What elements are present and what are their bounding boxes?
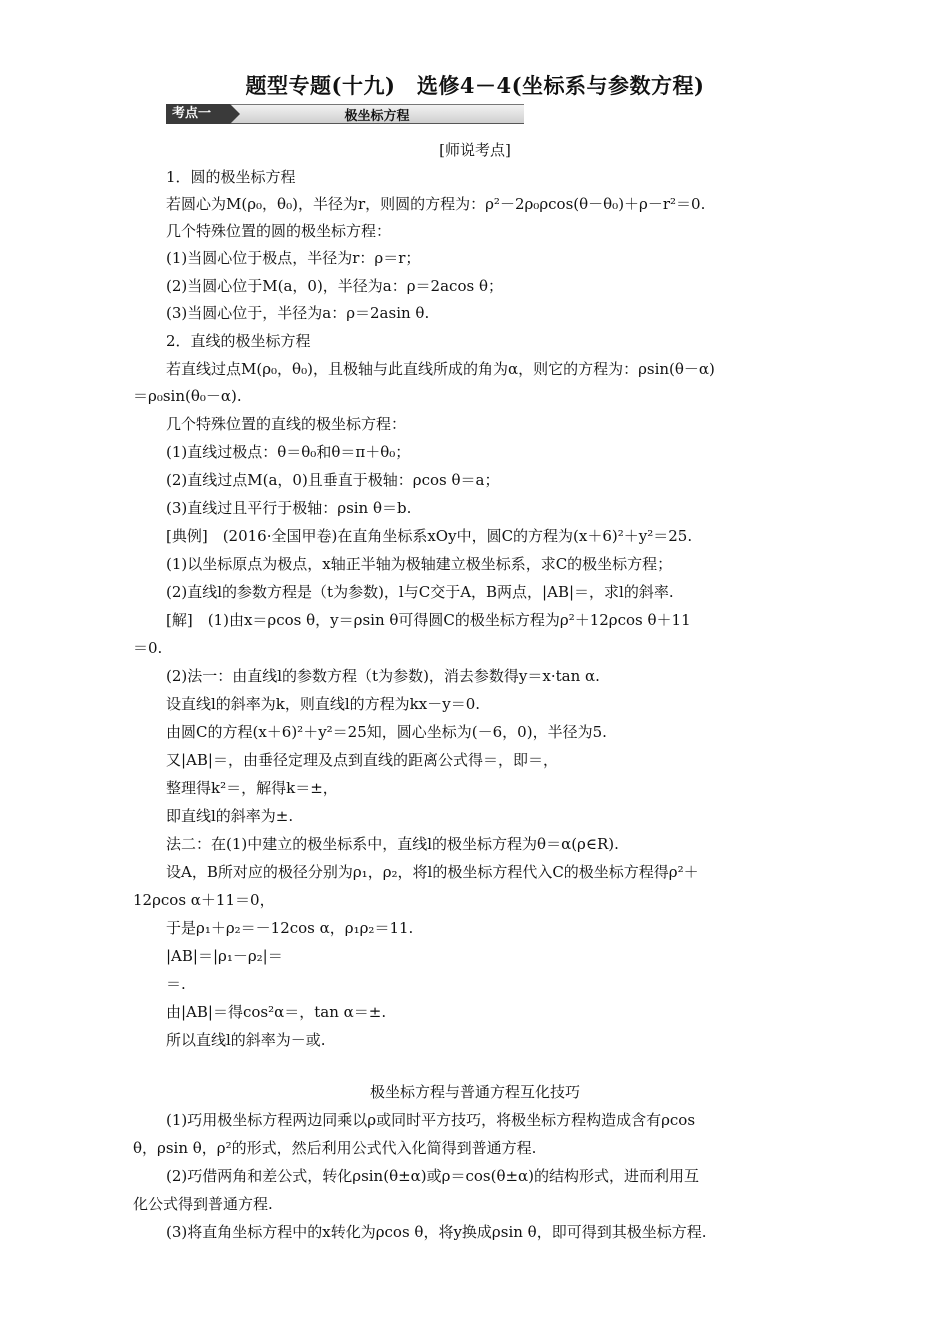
section-tag: 考点一	[166, 104, 230, 124]
tips-line: (3)将直角坐标方程中的x转化为ρcos θ，将y换成ρsin θ，即可得到其极坐标方程.	[166, 1223, 707, 1241]
solution-line: 又|AB|＝，由垂径定理及点到直线的距离公式得＝，即＝，	[166, 751, 558, 769]
solution-line: 设A，B所对应的极径分别为ρ₁，ρ₂，将l的极坐标方程代入C的极坐标方程得ρ²＋	[166, 863, 699, 881]
solution-line: 即直线l的斜率为±.	[166, 807, 294, 825]
tips-line: (1)巧用极坐标方程两边同乘以ρ或同时平方技巧，将极坐标方程构造成含有ρcos	[166, 1111, 696, 1129]
section-label: 极坐标方程	[344, 109, 410, 124]
solution-line: (2)法一：由直线l的参数方程（t为参数)，消去参数得y＝x·tan α.	[166, 667, 600, 685]
solution-line: 12ρcos α＋11＝0，	[133, 891, 275, 909]
solution-line: |AB|＝|ρ₁－ρ₂|＝	[166, 947, 283, 965]
paragraph-line: ＝ρ₀sin(θ₀－α).	[133, 387, 242, 405]
paragraph-line: (2)直线l的参数方程是（t为参数)，l与C交于A，B两点，|AB|＝，求l的斜率.	[166, 583, 674, 601]
solution-line: 所以直线l的斜率为－或.	[166, 1031, 326, 1049]
tips-line: 化公式得到普通方程.	[133, 1195, 273, 1213]
solution-line: 于是ρ₁＋ρ₂＝－12cos α，ρ₁ρ₂＝11.	[166, 919, 414, 937]
tips-heading: 极坐标方程与普通方程互化技巧	[369, 1083, 580, 1101]
solution-line: 法二：在(1)中建立的极坐标系中，直线l的极坐标方程为θ＝α(ρ∈R).	[166, 835, 619, 853]
solution-line: 由圆C的方程(x＋6)²＋y²＝25知，圆心坐标为(－6，0)，半径为5.	[166, 723, 607, 741]
paragraph-line: (1)当圆心位于极点，半径为r：ρ＝r；	[166, 249, 421, 267]
solution-line: [解] (1)由x＝ρcos θ，y＝ρsin θ可得圆C的极坐标方程为ρ²＋12ρcos θ＋11	[166, 611, 691, 629]
tips-line: (2)巧借两角和差公式，转化ρsin(θ±α)或ρ＝cos(θ±α)的结构形式，进而利用互	[166, 1167, 700, 1185]
example-problem: [典例] (2016·全国甲卷)在直角坐标系xOy中，圆C的方程为(x＋6)²＋y²＝25.	[166, 527, 693, 545]
paragraph-line: (2)当圆心位于M(a，0)，半径为a：ρ＝2acos θ；	[166, 277, 503, 295]
page-title: 题型专题(十九) 选修4－4(坐标系与参数方程)	[245, 73, 705, 98]
paragraph-line: (1)直线过极点：θ＝θ₀和θ＝π＋θ₀；	[166, 443, 411, 461]
solution-line: ＝.	[166, 975, 186, 993]
paragraph-line: (3)直线过且平行于极轴：ρsin θ＝b.	[166, 499, 412, 517]
paragraph-line: (1)以坐标原点为极点，x轴正半轴为极轴建立极坐标系，求C的极坐标方程；	[166, 555, 673, 573]
section-banner	[166, 103, 524, 125]
solution-line: 整理得k²＝，解得k＝±，	[166, 779, 338, 797]
paragraph-line: 几个特殊位置的直线的极坐标方程：	[166, 415, 407, 433]
tips-line: θ，ρsin θ，ρ²的形式，然后利用公式代入化简得到普通方程.	[133, 1139, 537, 1157]
solution-line: ＝0.	[133, 639, 163, 657]
solution-line: 设直线l的斜率为k，则直线l的方程为kx－y＝0.	[166, 695, 481, 713]
heading-line-polar: 2．直线的极坐标方程	[166, 332, 311, 350]
paragraph-line: 若直线过点M(ρ₀，θ₀)，且极轴与此直线所成的角为α，则它的方程为：ρsin(θ－α)	[166, 360, 715, 378]
subheading-teacher-points: [师说考点]	[439, 141, 511, 159]
paragraph-line: 若圆心为M(ρ₀，θ₀)，半径为r，则圆的方程为：ρ²－2ρ₀ρcos(θ－θ₀)＋ρ－r²＝0.	[166, 195, 706, 213]
solution-line: 由|AB|＝得cos²α＝，tan α＝±.	[166, 1003, 387, 1021]
paragraph-line: (3)当圆心位于，半径为a：ρ＝2asin θ.	[166, 304, 430, 322]
paragraph-line: 几个特殊位置的圆的极坐标方程：	[166, 222, 392, 240]
paragraph-line: (2)直线过点M(a，0)且垂直于极轴：ρcos θ＝a；	[166, 471, 500, 489]
heading-circle-polar: 1．圆的极坐标方程	[166, 168, 296, 186]
